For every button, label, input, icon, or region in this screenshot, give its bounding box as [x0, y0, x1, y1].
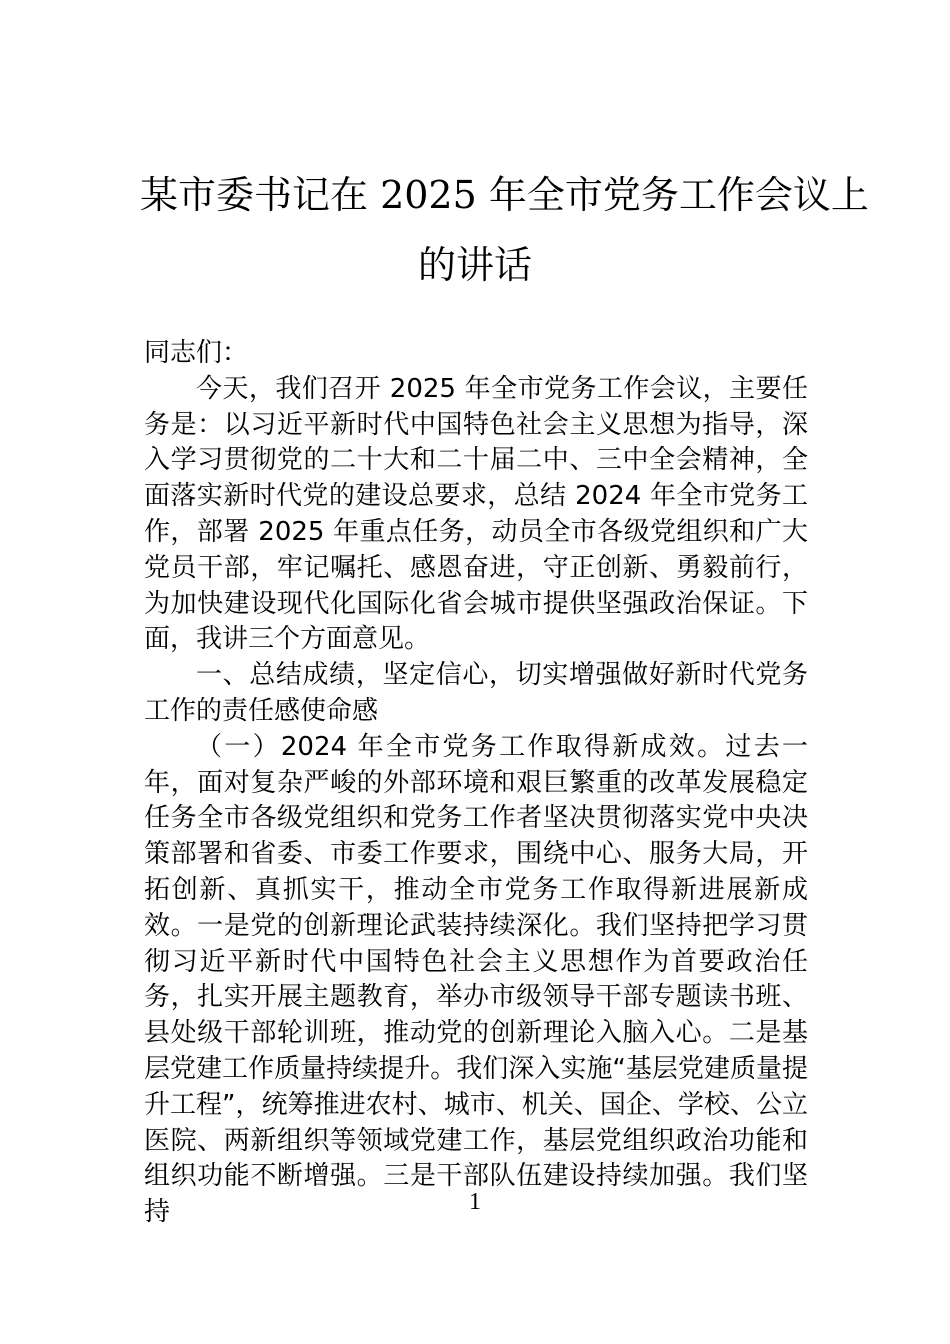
paragraph-intro: 今天，我们召开 2025 年全市党务工作会议，主要任务是：以习近平新时代中国特色社会主义思想为指导，深入学习贯彻党的二十大和二十届二中、三中全会精神，全面落实新时代党的建设总要求，总结 2024 年全市党务工作，部署 2025 年重点任务，动员全市各级党组织和广大党员干部，牢记嘱托、感恩奋进，守正创新、勇毅前行，为加快建设现代化国际化省会城市提供坚强政治保证。下面，我讲三个方面意见。	[144, 373, 808, 655]
paragraph-subsection-1: （一）2024 年全市党务工作取得新成效。过去一年，面对复杂严峻的外部环境和艰巨繁重的改革发展稳定任务全市各级党组织和党务工作者坚决贯彻落实党中央决策部署和省委、市委工作要求，围绕中心、服务大局，开拓创新、真抓实干，推动全市党务工作取得新进展新成效。一是党的创新理论武装持续深化。我们坚持把学习贯彻习近平新时代中国特色社会主义思想作为首要政治任务，扎实开展主题教育，举办市级领导干部专题读书班、县处级干部轮训班，推动党的创新理论入脑入心。二是基层党建工作质量持续提升。我们深入实施“基层党建质量提升工程”，统筹推进农村、城市、机关、国企、学校、公立医院、两新组织等领域党建工作，基层党组织政治功能和组织功能不断增强。三是干部队伍建设持续加强。我们坚持	[144, 731, 808, 1228]
section-heading-1: 一、总结成绩，坚定信心，切实增强做好新时代党务工作的责任感使命感	[144, 660, 808, 726]
salutation: 同志们：	[144, 338, 249, 368]
document-body	[144, 336, 808, 1231]
page-number: 1	[469, 1189, 481, 1215]
document-title-line-1: 某市委书记在 2025 年全市党务工作会议上	[140, 173, 869, 217]
document-title-line-2: 的讲话	[417, 243, 532, 287]
